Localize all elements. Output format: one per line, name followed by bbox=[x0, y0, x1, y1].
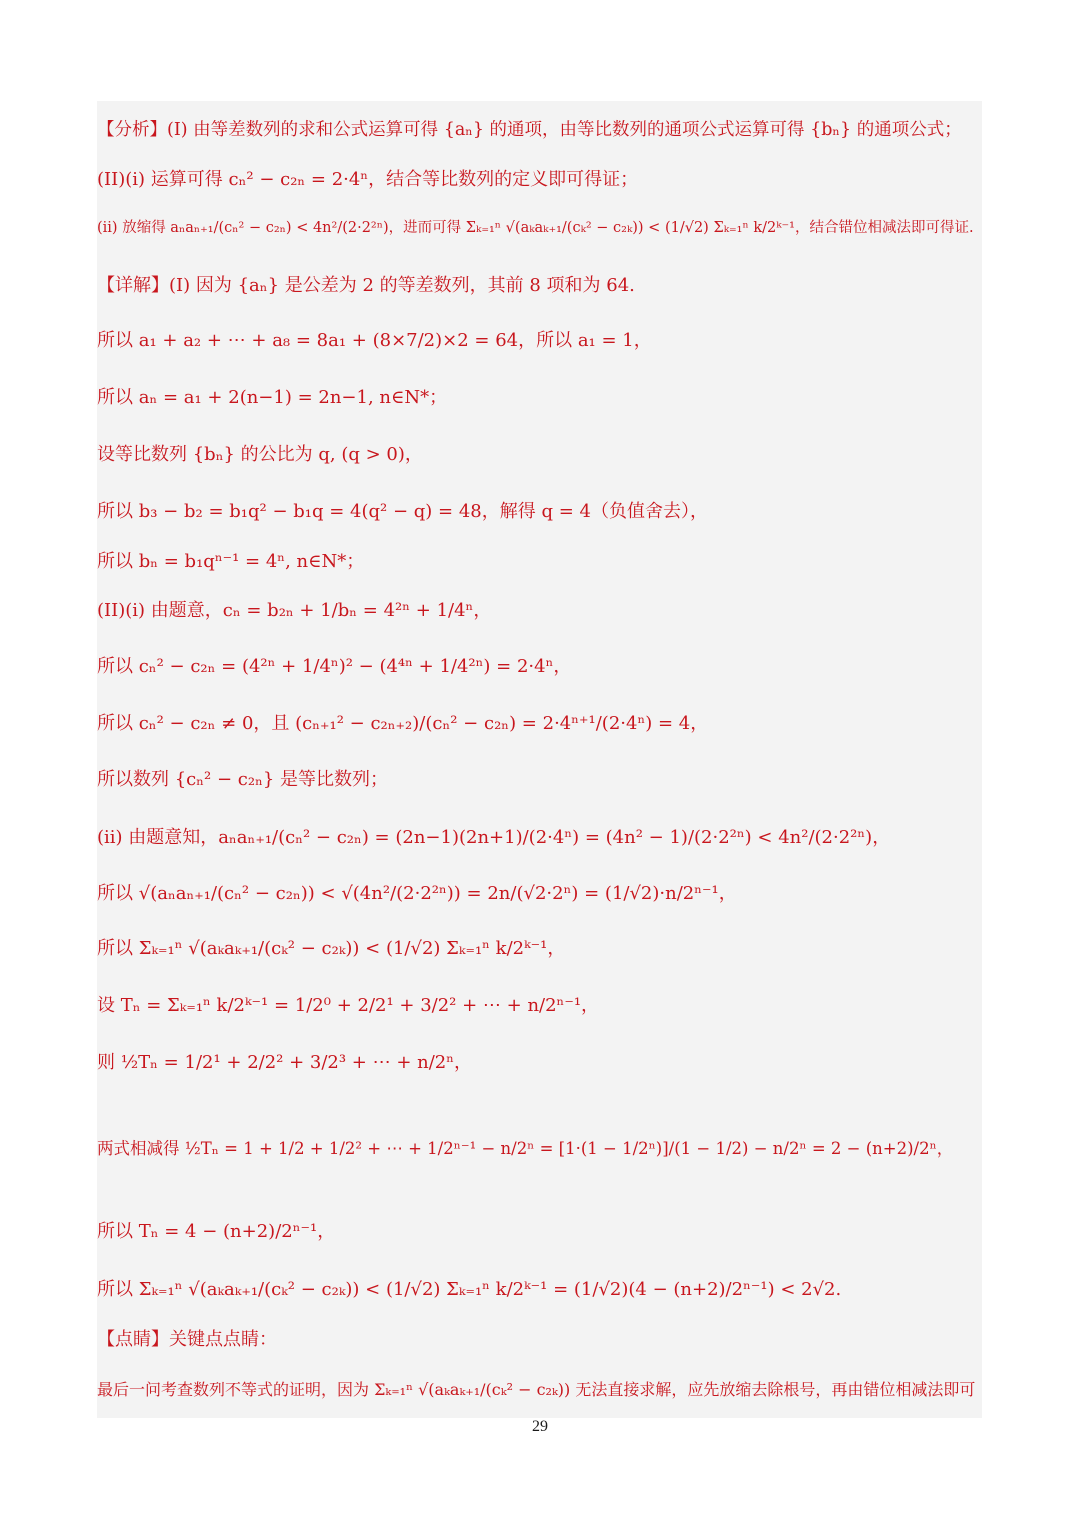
solution-line bbox=[97, 1220, 335, 1244]
solution-line bbox=[97, 118, 962, 142]
line-text: 所以 a₁ + a₂ + ⋯ + a₈ = 8a₁ + (8×7/2)×2 = 64，所以 a₁ = 1， bbox=[97, 330, 652, 351]
solution-line bbox=[97, 168, 638, 192]
solution-line bbox=[97, 386, 447, 410]
line-text: 所以 √(aₙaₙ₊₁/(cₙ² − c₂ₙ)) < √(4n²/(2·2²ⁿ)) = 2n/(√2·2ⁿ) = (1/√2)·n/2ⁿ⁻¹， bbox=[97, 883, 737, 904]
line-text: 所以 Σₖ₌₁ⁿ √(aₖaₖ₊₁/(cₖ² − c₂ₖ)) < (1/√2) Σₖ₌₁ⁿ k/2ᵏ⁻¹， bbox=[97, 938, 566, 959]
section-tag: 【点睛】 bbox=[97, 1329, 169, 1350]
solution-line bbox=[97, 937, 565, 961]
solution-line bbox=[97, 216, 974, 240]
solution-line bbox=[97, 712, 708, 736]
solution-line bbox=[97, 274, 635, 298]
solution-line bbox=[97, 329, 652, 353]
solution-line bbox=[97, 550, 364, 574]
solution-line bbox=[97, 1328, 277, 1352]
solution-line bbox=[97, 599, 491, 623]
line-text: 所以 aₙ = a₁ + 2(n−1) = 2n−1, n∈N*； bbox=[97, 387, 448, 408]
line-text: 所以 cₙ² − c₂ₙ = (4²ⁿ + 1/4ⁿ)² − (4⁴ⁿ + 1/4²ⁿ) = 2·4ⁿ， bbox=[97, 656, 572, 677]
line-text: 最后一问考查数列不等式的证明，因为 Σₖ₌₁ⁿ √(aₖaₖ₊₁/(cₖ² − c₂ₖ)) 无法直接求解，应先放缩去除根号，再由错位相减法即可 bbox=[97, 1380, 976, 1399]
section-tag: 【详解】 bbox=[97, 275, 169, 296]
line-text: 关键点点睛： bbox=[169, 1329, 277, 1350]
solution-line bbox=[97, 768, 388, 792]
solution-line bbox=[97, 443, 423, 467]
line-text: (II)(i) 运算可得 cₙ² − c₂ₙ = 2·4ⁿ，结合等比数列的定义即可得证； bbox=[97, 169, 639, 190]
line-text: 设等比数列 {bₙ} 的公比为 q, (q > 0)， bbox=[97, 444, 423, 465]
solution-line bbox=[97, 826, 890, 850]
line-text: 设 Tₙ = Σₖ₌₁ⁿ k/2ᵏ⁻¹ = 1/2⁰ + 2/2¹ + 3/2² + ⋯ + n/2ⁿ⁻¹， bbox=[97, 995, 600, 1016]
solution-line bbox=[97, 1378, 975, 1402]
line-text: 所以 Σₖ₌₁ⁿ √(aₖaₖ₊₁/(cₖ² − c₂ₖ)) < (1/√2) Σₖ₌₁ⁿ k/2ᵏ⁻¹ = (1/√2)(4 − (n+2)/2ⁿ⁻¹) < 2√2. bbox=[97, 1279, 842, 1300]
solution-line bbox=[97, 882, 737, 906]
line-text: 所以 bₙ = b₁qⁿ⁻¹ = 4ⁿ, n∈N*； bbox=[97, 551, 365, 572]
solution-line bbox=[97, 655, 571, 679]
line-text: 所以 Tₙ = 4 − (n+2)/2ⁿ⁻¹， bbox=[97, 1221, 336, 1242]
line-text: 则 ½Tₙ = 1/2¹ + 2/2² + 3/2³ + ⋯ + n/2ⁿ， bbox=[97, 1052, 473, 1073]
line-text: (I) 由等差数列的求和公式运算可得 {aₙ} 的通项，由等比数列的通项公式运算可得 {bₙ} 的通项公式； bbox=[167, 120, 962, 140]
line-text: (II)(i) 由题意，cₙ = b₂ₙ + 1/bₙ = 4²ⁿ + 1/4ⁿ， bbox=[97, 600, 492, 621]
line-text: 所以 b₃ − b₂ = b₁q² − b₁q = 4(q² − q) = 48，解得 q = 4（负值舍去）， bbox=[97, 501, 708, 522]
line-text: (ii) 由题意知，aₙaₙ₊₁/(cₙ² − c₂ₙ) = (2n−1)(2n+1)/(2·4ⁿ) = (4n² − 1)/(2·2²ⁿ) < 4n²/(2·2²ⁿ)， bbox=[97, 827, 891, 848]
line-text: 所以数列 {cₙ² − c₂ₙ} 是等比数列； bbox=[97, 769, 389, 790]
page-number: 29 bbox=[532, 1418, 548, 1435]
line-text: 两式相减得 ½Tₙ = 1 + 1/2 + 1/2² + ⋯ + 1/2ⁿ⁻¹ − n/2ⁿ = [1·(1 − 1/2ⁿ)]/(1 − 1/2) − n/2ⁿ = 2 − (n+2)/2ⁿ， bbox=[97, 1139, 954, 1158]
section-tag: 【分析】 bbox=[97, 120, 167, 140]
solution-line bbox=[97, 1051, 472, 1075]
line-text: (ii) 放缩得 aₙaₙ₊₁/(cₙ² − c₂ₙ) < 4n²/(2·2²ⁿ)，进而可得 Σₖ₌₁ⁿ √(aₖaₖ₊₁/(cₖ² − c₂ₖ)) < (1/√2) Σₖ₌₁ⁿ k/2ᵏ⁻¹，结合错位相减法即可得证. bbox=[97, 220, 974, 236]
line-text: (I) 因为 {aₙ} 是公差为 2 的等差数列，其前 8 项和为 64. bbox=[169, 275, 635, 296]
solution-line bbox=[97, 994, 599, 1018]
solution-line bbox=[97, 1137, 953, 1161]
line-text: 所以 cₙ² − c₂ₙ ≠ 0，且 (cₙ₊₁² − c₂ₙ₊₂)/(cₙ² − c₂ₙ) = 2·4ⁿ⁺¹/(2·4ⁿ) = 4， bbox=[97, 713, 709, 734]
solution-line bbox=[97, 1278, 841, 1302]
solution-line bbox=[97, 500, 708, 524]
